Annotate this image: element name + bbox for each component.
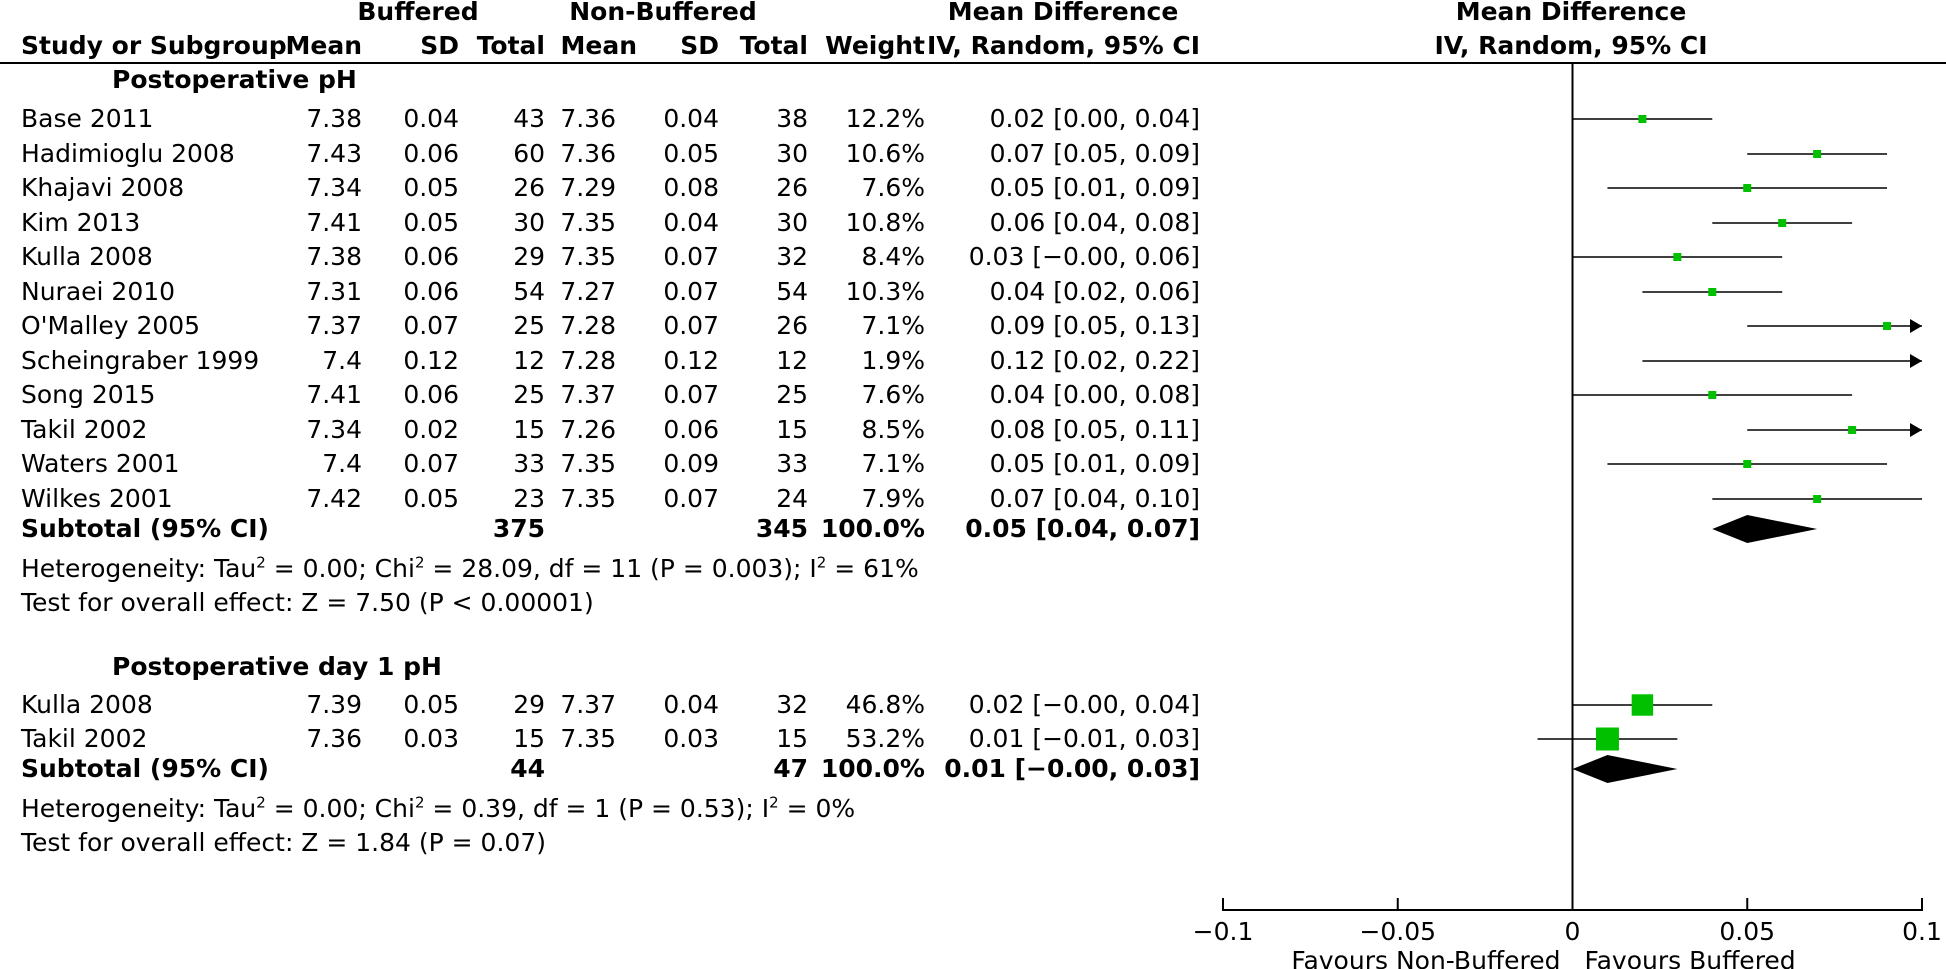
header-total2: Total (739, 31, 808, 60)
study-ci: 0.02 [0.00, 0.04] (989, 104, 1200, 133)
study-n2: 25 (776, 380, 808, 409)
effect-marker (1708, 288, 1716, 296)
header-study: Study or Subgroup (21, 31, 287, 60)
study-weight: 53.2% (845, 724, 925, 753)
subtotal-label: Subtotal (95% CI) (21, 514, 269, 543)
study-sd2: 0.06 (663, 415, 719, 444)
subtotal-ci: 0.05 [0.04, 0.07] (965, 514, 1200, 543)
subtotal-n2: 345 (755, 514, 808, 543)
study-n1: 29 (513, 242, 545, 271)
x-tick-label: 0.05 (1719, 917, 1776, 946)
x-tick-label: 0 (1564, 917, 1581, 946)
study-n1: 15 (513, 415, 545, 444)
study-name: Waters 2001 (21, 449, 180, 478)
study-m2: 7.35 (560, 208, 616, 237)
effect-marker (1632, 694, 1653, 715)
study-sd1: 0.07 (403, 449, 459, 478)
study-m2: 7.28 (560, 311, 616, 340)
study-weight: 8.4% (861, 242, 925, 271)
study-ci: 0.04 [0.02, 0.06] (989, 277, 1200, 306)
study-weight: 10.6% (845, 139, 925, 168)
study-sd1: 0.05 (403, 208, 459, 237)
study-ci: 0.02 [−0.00, 0.04] (968, 690, 1200, 719)
heterogeneity-part: = 0.39, df = 1 (P = 0.53); I (424, 794, 770, 823)
study-sd1: 0.06 (403, 380, 459, 409)
header-mean1: Mean (285, 31, 362, 60)
study-weight: 10.8% (845, 208, 925, 237)
study-m1: 7.34 (306, 415, 362, 444)
effect-marker (1743, 184, 1751, 192)
study-sd1: 0.06 (403, 139, 459, 168)
study-n2: 30 (776, 139, 808, 168)
header-plot-top: Mean Difference (1455, 0, 1687, 26)
heterogeneity-part: Heterogeneity: Tau (21, 794, 257, 823)
study-sd2: 0.05 (663, 139, 719, 168)
heterogeneity-part: Heterogeneity: Tau (21, 554, 257, 583)
study-n2: 24 (776, 484, 808, 513)
study-m2: 7.37 (560, 690, 616, 719)
superscript: 2 (414, 793, 425, 812)
study-m1: 7.42 (306, 484, 362, 513)
subtotal-n1: 375 (492, 514, 545, 543)
study-n1: 15 (513, 724, 545, 753)
study-name: O'Malley 2005 (21, 311, 201, 340)
study-weight: 10.3% (845, 277, 925, 306)
study-sd2: 0.03 (663, 724, 719, 753)
study-n2: 38 (776, 104, 808, 133)
study-m1: 7.43 (306, 139, 362, 168)
study-m1: 7.41 (306, 208, 362, 237)
study-weight: 1.9% (861, 346, 925, 375)
heterogeneity-part: = 0.00; Chi (265, 554, 415, 583)
study-name: Wilkes 2001 (21, 484, 173, 513)
study-m1: 7.4 (322, 449, 362, 478)
study-ci: 0.06 [0.04, 0.08] (989, 208, 1200, 237)
study-n1: 43 (513, 104, 545, 133)
subtotal-weight: 100.0% (820, 514, 925, 543)
header-sd2: SD (680, 31, 719, 60)
effect-marker (1848, 426, 1856, 434)
study-n1: 12 (513, 346, 545, 375)
x-tick-label: 0.1 (1902, 917, 1942, 946)
study-ci: 0.05 [0.01, 0.09] (989, 173, 1200, 202)
study-n2: 26 (776, 311, 808, 340)
study-sd2: 0.04 (663, 104, 719, 133)
effect-marker (1883, 322, 1891, 330)
study-sd1: 0.12 (403, 346, 459, 375)
subtotal-diamond (1712, 515, 1817, 543)
effect-marker (1813, 150, 1821, 158)
study-name: Takil 2002 (21, 724, 148, 753)
study-n1: 60 (513, 139, 545, 168)
subtotal-n1: 44 (510, 754, 545, 783)
study-m2: 7.36 (560, 104, 616, 133)
study-name: Song 2015 (21, 380, 156, 409)
superscript: 2 (816, 553, 827, 572)
study-sd1: 0.06 (403, 242, 459, 271)
superscript: 2 (769, 793, 779, 812)
study-sd1: 0.03 (403, 724, 459, 753)
study-m2: 7.29 (560, 173, 616, 202)
study-n2: 30 (776, 208, 808, 237)
study-n1: 25 (513, 380, 545, 409)
effect-marker (1638, 115, 1646, 123)
study-n1: 26 (513, 173, 545, 202)
study-m2: 7.26 (560, 415, 616, 444)
study-sd1: 0.05 (403, 173, 459, 202)
x-tick-label: −0.05 (1359, 917, 1437, 946)
study-m1: 7.4 (322, 346, 362, 375)
study-name: Scheingraber 1999 (21, 346, 260, 375)
study-sd2: 0.07 (663, 380, 719, 409)
study-sd1: 0.07 (403, 311, 459, 340)
study-m1: 7.38 (306, 104, 362, 133)
study-ci: 0.05 [0.01, 0.09] (989, 449, 1200, 478)
study-n2: 12 (776, 346, 808, 375)
study-n2: 15 (776, 724, 808, 753)
study-name: Nuraei 2010 (21, 277, 176, 306)
study-weight: 7.6% (861, 173, 925, 202)
study-sd1: 0.04 (403, 104, 459, 133)
study-sd1: 0.05 (403, 690, 459, 719)
study-ci: 0.08 [0.05, 0.11] (989, 415, 1200, 444)
study-sd2: 0.09 (663, 449, 719, 478)
superscript: 2 (256, 553, 266, 572)
study-n2: 32 (776, 690, 808, 719)
heterogeneity-part: = 61% (826, 554, 919, 583)
header-group1: Buffered (357, 0, 479, 26)
study-ci: 0.09 [0.05, 0.13] (989, 311, 1200, 340)
study-m2: 7.35 (560, 484, 616, 513)
study-ci: 0.12 [0.02, 0.22] (989, 346, 1200, 375)
study-m2: 7.36 (560, 139, 616, 168)
study-m2: 7.35 (560, 242, 616, 271)
header-group2: Non-Buffered (569, 0, 757, 26)
study-m1: 7.34 (306, 173, 362, 202)
study-m2: 7.35 (560, 724, 616, 753)
study-m1: 7.36 (306, 724, 362, 753)
study-ci: 0.04 [0.00, 0.08] (989, 380, 1200, 409)
study-n1: 25 (513, 311, 545, 340)
x-tick-label: −0.1 (1192, 917, 1254, 946)
study-weight: 46.8% (845, 690, 925, 719)
study-sd1: 0.05 (403, 484, 459, 513)
superscript: 2 (256, 793, 266, 812)
study-weight: 12.2% (845, 104, 925, 133)
effect-marker (1708, 391, 1716, 399)
favours-right-label: Favours Buffered (1584, 946, 1796, 969)
study-n2: 33 (776, 449, 808, 478)
ci-arrow (1910, 423, 1922, 437)
study-ci: 0.07 [0.05, 0.09] (989, 139, 1200, 168)
study-n2: 26 (776, 173, 808, 202)
study-name: Base 2011 (21, 104, 154, 133)
study-sd2: 0.08 (663, 173, 719, 202)
ci-arrow (1910, 354, 1922, 368)
study-n1: 23 (513, 484, 545, 513)
header-total1: Total (476, 31, 545, 60)
study-weight: 7.6% (861, 380, 925, 409)
subtotal-ci: 0.01 [−0.00, 0.03] (944, 754, 1200, 783)
study-sd2: 0.07 (663, 242, 719, 271)
favours-left-label: Favours Non-Buffered (1291, 946, 1561, 969)
header-effect-method: IV, Random, 95% CI (926, 31, 1200, 60)
study-sd1: 0.02 (403, 415, 459, 444)
effect-marker (1673, 253, 1681, 261)
study-n1: 29 (513, 690, 545, 719)
study-name: Kulla 2008 (21, 690, 153, 719)
study-n2: 15 (776, 415, 808, 444)
study-sd2: 0.07 (663, 277, 719, 306)
subgroup-title: Postoperative day 1 pH (112, 652, 442, 681)
subtotal-weight: 100.0% (820, 754, 925, 783)
study-n2: 32 (776, 242, 808, 271)
study-m2: 7.28 (560, 346, 616, 375)
study-sd2: 0.07 (663, 311, 719, 340)
superscript: 2 (414, 553, 425, 572)
study-name: Kim 2013 (21, 208, 141, 237)
heterogeneity-part: = 0% (778, 794, 856, 823)
study-sd2: 0.04 (663, 208, 719, 237)
heterogeneity-part: = 0.00; Chi (265, 794, 415, 823)
overall-effect-text: Test for overall effect: Z = 1.84 (P = 0.07) (21, 828, 546, 857)
header-mean2: Mean (560, 31, 637, 60)
study-sd2: 0.07 (663, 484, 719, 513)
subtotal-n2: 47 (773, 754, 808, 783)
study-ci: 0.01 [−0.01, 0.03] (968, 724, 1200, 753)
header-weight: Weight (825, 31, 925, 60)
overall-effect-text: Test for overall effect: Z = 7.50 (P < 0.00001) (21, 588, 594, 617)
subgroup-title: Postoperative pH (112, 65, 357, 94)
study-n1: 30 (513, 208, 545, 237)
subtotal-label: Subtotal (95% CI) (21, 754, 269, 783)
study-sd2: 0.12 (663, 346, 719, 375)
study-sd1: 0.06 (403, 277, 459, 306)
study-weight: 7.9% (861, 484, 925, 513)
study-m1: 7.41 (306, 380, 362, 409)
header-plot-method: IV, Random, 95% CI (1434, 31, 1708, 60)
study-n1: 54 (513, 277, 545, 306)
effect-marker (1778, 219, 1786, 227)
ci-arrow (1910, 319, 1922, 333)
study-ci: 0.07 [0.04, 0.10] (989, 484, 1200, 513)
subtotal-diamond (1573, 755, 1678, 783)
effect-marker (1743, 460, 1751, 468)
heterogeneity-part: = 28.09, df = 11 (P = 0.003); I (424, 554, 817, 583)
study-m2: 7.37 (560, 380, 616, 409)
study-name: Kulla 2008 (21, 242, 153, 271)
study-name: Hadimioglu 2008 (21, 139, 235, 168)
study-ci: 0.03 [−0.00, 0.06] (968, 242, 1200, 271)
study-n2: 54 (776, 277, 808, 306)
header-sd1: SD (420, 31, 459, 60)
study-m1: 7.38 (306, 242, 362, 271)
study-weight: 7.1% (861, 311, 925, 340)
effect-marker (1596, 728, 1619, 751)
study-sd2: 0.04 (663, 690, 719, 719)
study-m2: 7.27 (560, 277, 616, 306)
study-m1: 7.31 (306, 277, 362, 306)
study-name: Khajavi 2008 (21, 173, 185, 202)
effect-marker (1813, 495, 1821, 503)
study-weight: 8.5% (861, 415, 925, 444)
study-weight: 7.1% (861, 449, 925, 478)
study-m2: 7.35 (560, 449, 616, 478)
study-name: Takil 2002 (21, 415, 148, 444)
header-effect-top: Mean Difference (947, 0, 1179, 26)
study-m1: 7.39 (306, 690, 362, 719)
study-m1: 7.37 (306, 311, 362, 340)
study-n1: 33 (513, 449, 545, 478)
